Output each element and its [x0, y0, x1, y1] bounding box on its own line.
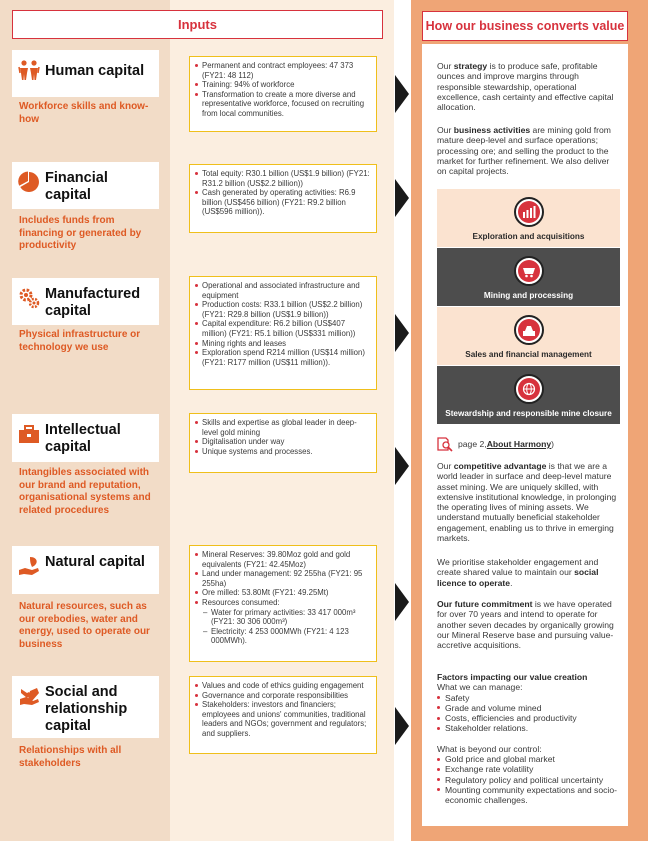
leaf-hand-icon — [18, 555, 40, 577]
manage-label: What we can manage: — [437, 682, 523, 693]
capital-description: Workforce skills and know-how — [19, 101, 149, 125]
activity-label: Stewardship and responsible mine closure — [445, 409, 612, 418]
capital-name: Human capital — [45, 63, 145, 79]
arrow-icon — [395, 707, 409, 745]
business-paragraph: Our business activities are mining gold from mature deep-level and surface operations; processing ore; and selling the product to the market for further refinement. We also deliver on capital projects. — [437, 125, 611, 177]
strategy-paragraph: Our strategy is to produce safe, profitable ounces and improve margins through responsible stewardship, operational excellence, cash certainty and effective capital allocation. — [437, 61, 614, 113]
inputs-social — [189, 676, 377, 754]
activity-label: Sales and financial management — [465, 350, 592, 359]
activity-mining — [437, 248, 620, 306]
input-item: Operational and associated infrastructure and equipment — [195, 281, 371, 300]
inputs-financial — [189, 164, 377, 233]
inputs-intellectual — [189, 413, 377, 473]
inputs-human — [189, 56, 377, 132]
manage-list — [437, 693, 621, 734]
capital-financial — [12, 162, 159, 209]
input-item: Values and code of ethics guiding engagement — [195, 681, 371, 691]
people-icon — [18, 59, 40, 81]
list-item: Costs, efficiencies and productivity — [437, 713, 621, 723]
input-item: Production costs: R33.1 billion (US$2.2 billion) (FY21: R29.8 billion (US$1.9 billion)) — [195, 300, 371, 319]
input-item: Mineral Reserves: 39.80Moz gold and gold equivalents (FY21: 42.45Moz) — [195, 550, 371, 569]
input-item: Land under management: 92 255ha (FY21: 95 255ha) — [195, 569, 371, 588]
globe-icon — [522, 382, 536, 396]
factors-section — [437, 672, 621, 806]
capital-name: Natural capital — [45, 554, 145, 570]
book-search-icon — [437, 436, 454, 452]
activity-label: Mining and processing — [483, 291, 574, 300]
arrow-icon — [395, 583, 409, 621]
arrow-icon — [395, 75, 409, 113]
activity-sales — [437, 307, 620, 365]
pie-chart-icon — [18, 171, 40, 193]
arrow-icon — [395, 447, 409, 485]
capital-social — [12, 676, 159, 738]
activity-stewardship — [437, 366, 620, 424]
activity-exploration — [437, 189, 620, 247]
beyond-label: What is beyond our control: — [437, 743, 542, 754]
exploration-icon — [522, 205, 536, 219]
capital-description: Intangibles associated with our brand and reputation, organisational systems and related procedures — [19, 467, 151, 516]
input-item: Ore milled: 53.80Mt (FY21: 49.25Mt) — [195, 588, 371, 598]
capital-description: Includes funds from financing or generated by productivity — [19, 215, 142, 251]
input-item: Skills and expertise as global leader in deep-level gold mining — [195, 418, 371, 437]
gears-icon — [18, 287, 40, 309]
competitive-paragraph: Our competitive advantage is that we are a world leader in surface and deep-level mature asset mining. We are uniquely skilled, with extensive institutional knowledge, in prolonging the operating lives of mining assets. We understand mutually beneficial stakeholder engagement, enabling us to thrive in emerging markets. — [437, 461, 617, 544]
strategy-keyword: strategy — [453, 61, 488, 71]
business-keyword: business activities — [453, 125, 531, 135]
list-item: Stakeholder relations. — [437, 723, 621, 733]
licence-keyword: social licence to operate — [437, 567, 599, 588]
input-item: Transformation to create a more diverse and representative workforce, focused on recruiting from local communities. — [195, 90, 371, 119]
page-reference: page 2, About Harmony ) — [437, 436, 621, 452]
arrow-icon — [395, 314, 409, 352]
capital-manufactured — [12, 278, 159, 325]
inputs-manufactured — [189, 276, 377, 390]
capital-description: Natural resources, such as our orebodies, water and energy, used to operate our business — [19, 601, 150, 650]
capital-description: Physical infrastructure or technology we use — [19, 329, 141, 353]
beyond-list — [437, 754, 621, 805]
capital-name: Social and relationship capital — [45, 684, 128, 734]
input-item: Capital expenditure: R6.2 billion (US$407 million) (FY21: R5.1 billion (US$331 million)) — [195, 319, 371, 338]
list-item: Gold price and global market — [437, 754, 621, 764]
sales-icon — [522, 323, 536, 337]
value-header: How our business converts value — [422, 11, 628, 41]
list-item: Grade and volume mined — [437, 703, 621, 713]
activity-label: Exploration and acquisitions — [472, 232, 585, 241]
input-item: Exploration spend R214 million (US$14 million) (FY21: R177 million (US$11 million)). — [195, 348, 371, 367]
input-item: Digitalisation under way — [195, 437, 371, 447]
input-item: Permanent and contract employees: 47 373 (FY21: 48 112) — [195, 61, 371, 80]
licence-paragraph: We prioritise stakeholder engagement and create shared value to maintain our social licence to operate. — [437, 557, 599, 588]
capital-name: Intellectual capital — [45, 422, 121, 455]
list-item: Regulatory policy and political uncertainty — [437, 775, 621, 785]
input-item: Mining rights and leases — [195, 339, 371, 349]
input-sub-item: – Electricity: 4 253 000MWh (FY21: 4 123 000MWh). — [195, 627, 371, 646]
input-item: Total equity: R30.1 billion (US$1.9 billion) (FY21: R31.2 billion (US$2.2 billion)) — [195, 169, 371, 188]
input-item: Unique systems and processes. — [195, 447, 371, 457]
factors-title: Factors impacting our value creation — [437, 672, 588, 682]
list-item: Exchange rate volatility — [437, 764, 621, 774]
capital-human — [12, 50, 159, 97]
input-item: Cash generated by operating activities: R6.9 billion (US$456 billion) (FY21: R9.2 billion (US$596 million)). — [195, 188, 371, 217]
future-keyword: Our future commitment — [437, 599, 533, 609]
capital-description: Relationships with all stakeholders — [19, 745, 122, 769]
mine-cart-icon — [522, 264, 536, 278]
input-item: Resources consumed: — [195, 598, 371, 608]
arrow-icon — [395, 179, 409, 217]
inputs-header: Inputs — [12, 10, 383, 39]
about-harmony-link[interactable]: About Harmony — [486, 438, 552, 449]
list-item: Mounting community expectations and socio-economic challenges. — [437, 785, 621, 806]
capital-name: Financial capital — [45, 170, 108, 203]
handshake-icon — [18, 685, 40, 707]
future-paragraph: Our future commitment is we have operated for over 70 years and intend to operate for another seven decades by organically growing our Mineral Reserve base and pursuing value-accretive acquisitions. — [437, 599, 614, 651]
list-item: Safety — [437, 693, 621, 703]
briefcase-icon — [18, 423, 40, 445]
input-item: Training: 94% of workforce — [195, 80, 371, 90]
capital-intellectual — [12, 414, 159, 462]
input-item: Governance and corporate responsibilities — [195, 691, 371, 701]
input-sub-item: – Water for primary activities: 33 417 000m³ (FY21: 30 306 000m³) — [195, 608, 371, 627]
capital-name: Manufactured capital — [45, 286, 141, 319]
input-item: Stakeholders: investors and financiers; employees and unions' communities, traditional leaders and NGOs; government and regulators; and suppliers. — [195, 700, 371, 738]
inputs-natural — [189, 545, 377, 662]
competitive-keyword: competitive advantage — [453, 461, 547, 471]
capital-natural — [12, 546, 159, 594]
